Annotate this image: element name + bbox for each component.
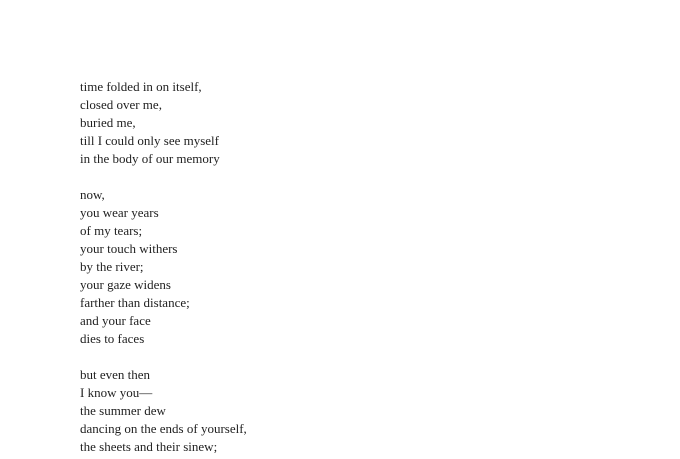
stanza-1 (80, 78, 640, 168)
poem-line: dancing on the ends of yourself, (80, 421, 247, 436)
poem-line: dies to faces (80, 331, 145, 346)
poem-line: now, (80, 187, 105, 202)
poem-line: the summer dew (80, 403, 166, 418)
poem-line: you wear years (80, 205, 159, 220)
stanza-3 (80, 366, 640, 456)
poem-line: and your face (80, 313, 151, 328)
poem-line: time folded in on itself, (80, 79, 202, 94)
poem-line: the sheets and their sinew; (80, 439, 218, 454)
poem-line: but even then (80, 367, 151, 382)
poem-line: of my tears; (80, 223, 143, 238)
poem-line: in the body of our memory (80, 151, 220, 166)
poem-line: buried me, (80, 115, 136, 130)
poem-line: farther than distance; (80, 295, 190, 310)
stanza-2 (80, 186, 640, 348)
poem-line: till I could only see myself (80, 133, 220, 148)
poem-line: closed over me, (80, 97, 162, 112)
poem-line: I know you— (80, 385, 153, 400)
poem-body (80, 78, 640, 459)
poem-line: your gaze widens (80, 277, 171, 292)
poem-line: your touch withers (80, 241, 178, 256)
poem-line: by the river; (80, 259, 144, 274)
